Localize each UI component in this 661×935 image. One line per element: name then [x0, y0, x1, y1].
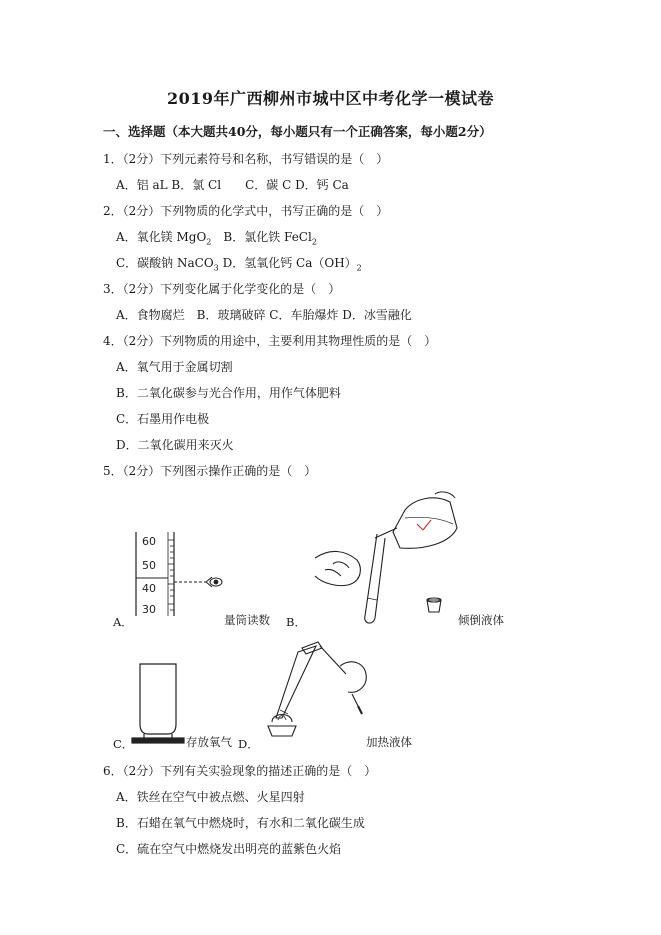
question-4-option-a: A．氧气用于金属切割: [116, 360, 233, 374]
q5-caption-d: 加热液体: [366, 735, 412, 749]
q2-option-d-subscript: 2: [356, 263, 362, 273]
cylinder-tick-50: 50: [142, 559, 156, 572]
q2-option-c-subscript: 3: [213, 263, 219, 273]
q5-label-a: A．: [113, 615, 133, 629]
page-title: 2019年广西柳州市城中区中考化学一模试卷: [166, 89, 495, 108]
q2-option-b: B．氯化铁 FeCl: [211, 230, 312, 244]
question-6-option-b: B．石蜡在氧气中燃烧时，有水和二氧化碳生成: [116, 816, 365, 830]
q5-label-c: C．: [113, 737, 134, 751]
question-4-stem: 4．（2分）下列物质的用途中，主要利用其物理性质的是（ ）: [103, 334, 437, 348]
q2-option-b-subscript: 2: [311, 237, 317, 247]
question-6-option-a: A．铁丝在空气中被点燃、火星四射: [116, 790, 305, 804]
gas-jar-figure: [128, 660, 188, 750]
question-6-stem: 6．（2分）下列有关实验现象的描述正确的是（ ）: [103, 764, 377, 778]
cylinder-tick-60: 60: [142, 535, 156, 548]
question-3-stem: 3．（2分）下列变化属于化学变化的是（ ）: [103, 282, 341, 296]
heating-liquid-figure: [258, 640, 378, 745]
graduated-cylinder-figure: [128, 528, 228, 618]
q5-label-d: D．: [238, 737, 259, 751]
question-2-stem: 2．（2分）下列物质的化学式中，书写正确的是（ ）: [103, 204, 389, 218]
question-4-option-d: D．二氧化碳用来灭火: [116, 438, 234, 452]
q5-caption-a: 量筒读数: [224, 613, 270, 627]
q2-option-d: D．氢氧化钙 Ca（OH）: [218, 256, 357, 270]
question-1-stem: 1．（2分）下列元素符号和名称，书写错误的是（ ）: [103, 152, 389, 166]
q2-option-c: C．碳酸钠 NaCO: [116, 256, 214, 270]
question-6-option-c: C．硫在空气中燃烧发出明亮的蓝紫色火焰: [116, 842, 342, 856]
q5-label-b: B．: [286, 615, 306, 629]
cylinder-tick-30: 30: [142, 603, 156, 616]
cylinder-tick-40: 40: [142, 582, 156, 595]
question-2-options-ab: [116, 228, 317, 246]
section-heading: 一、选择题（本大题共40分，每小题只有一个正确答案，每小题2分）: [103, 124, 492, 139]
q5-caption-b: 倾倒液体: [458, 613, 504, 627]
pouring-liquid-figure: [305, 488, 475, 628]
q5-caption-c: 存放氧气: [186, 735, 232, 749]
question-2-options-cd: [116, 254, 362, 272]
question-3-options: A．食物腐烂 B．玻璃破碎 C．车胎爆炸 D．冰雪融化: [116, 308, 412, 322]
q2-option-a-subscript: 2: [206, 237, 212, 247]
question-5-stem: 5．（2分）下列图示操作正确的是（ ）: [103, 464, 317, 478]
question-1-options: A．铝 aL B．氯 Cl C．碳 C D．钙 Ca: [116, 178, 349, 192]
question-4-option-c: C．石墨用作电极: [116, 412, 210, 426]
q2-option-a: A．氧化镁 MgO: [116, 230, 207, 244]
question-4-option-b: B．二氧化碳参与光合作用，用作气体肥料: [116, 386, 341, 400]
